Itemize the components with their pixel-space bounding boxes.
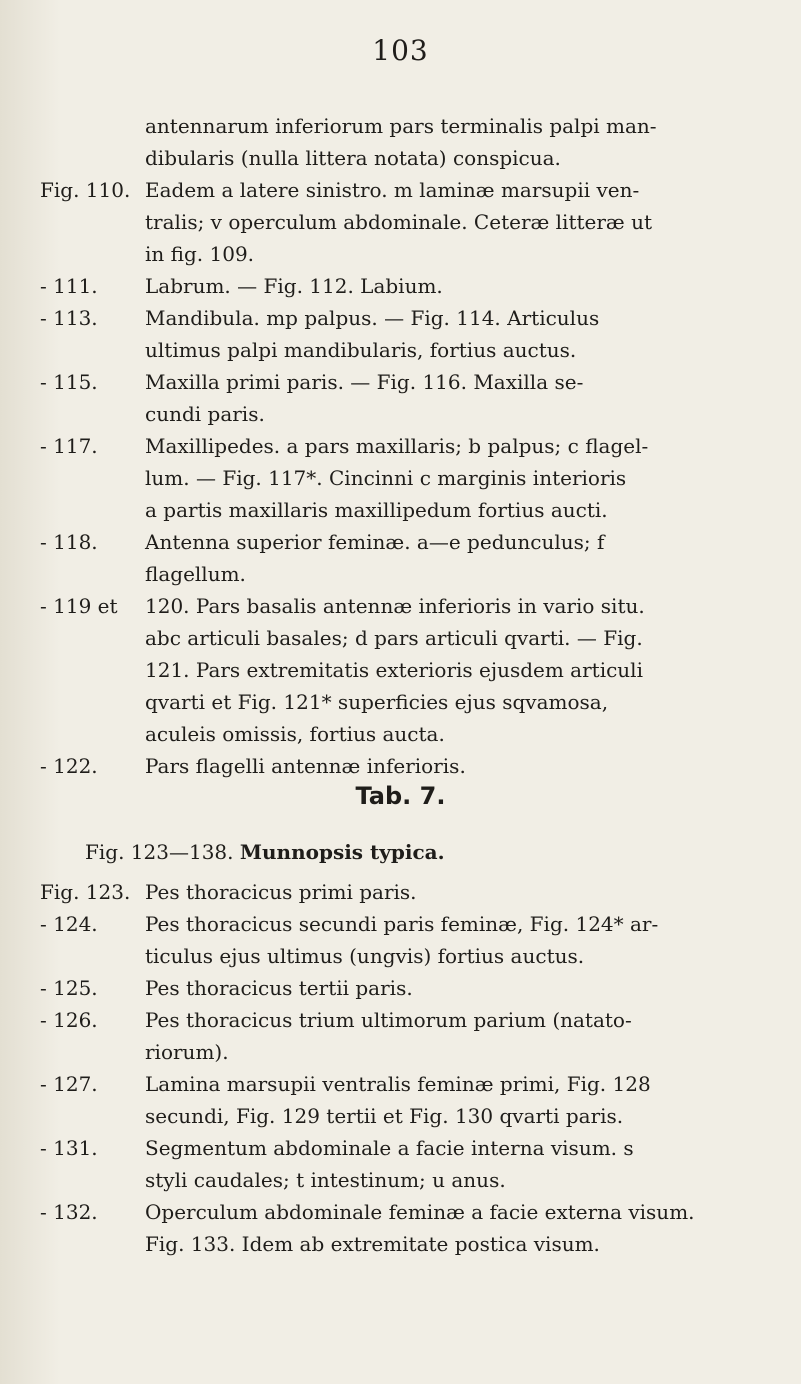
entry-label: Fig. 110. <box>40 178 131 202</box>
entry-text <box>145 1004 785 1068</box>
entry-label: - 124. <box>40 912 98 936</box>
entry-label: - 127. <box>40 1072 98 1096</box>
entry-line: dibularis (nulla littera notata) conspicua. <box>145 146 561 170</box>
entry-label: - 113. <box>40 306 98 330</box>
entry-line: secundi, Fig. 129 tertii et Fig. 130 qvarti paris. <box>145 1104 624 1128</box>
entry-text <box>145 1068 785 1132</box>
entry-text <box>145 908 785 972</box>
entry-line: riorum). <box>145 1040 229 1064</box>
entry-line: in fig. 109. <box>145 242 255 266</box>
section-figure-range: Fig. 123—138. <box>85 840 234 864</box>
entry-line: Segmentum abdominale a facie interna visum. s <box>145 1136 634 1160</box>
entry-label: - 125. <box>40 976 98 1000</box>
entry-text <box>145 972 785 1004</box>
entry-line: cundi paris. <box>145 402 265 426</box>
entry-label: - 117. <box>40 434 98 458</box>
entry-label: - 131. <box>40 1136 98 1160</box>
entry-label: - 126. <box>40 1008 98 1032</box>
plate-heading: Tab. 7. <box>355 782 446 810</box>
entry-line: Labrum. — Fig. 112. Labium. <box>145 274 443 298</box>
entry-line: Pes thoracicus secundi paris feminæ, Fig. 124* ar- <box>145 912 659 936</box>
entry-text <box>145 526 785 590</box>
entry-line: Maxillipedes. a pars maxillaris; b palpus; c flagel- <box>145 434 649 458</box>
entry-line: antennarum inferiorum pars terminalis palpi man- <box>145 114 657 138</box>
section-species-name: Munnopsis typica. <box>239 840 445 864</box>
entry-line: Mandibula. mp palpus. — Fig. 114. Articulus <box>145 306 600 330</box>
entry-line: Pes thoracicus tertii paris. <box>145 976 413 1000</box>
entry-text <box>145 270 785 302</box>
entry-text <box>145 1196 785 1260</box>
entry-line: Pars flagelli antennæ inferioris. <box>145 754 466 778</box>
entry-text <box>145 876 785 908</box>
entry-line: Lamina marsupii ventralis feminæ primi, Fig. 128 <box>145 1072 651 1096</box>
entry-line: abc articuli basales; d pars articuli qvarti. — Fig. <box>145 626 643 650</box>
entry-line: Eadem a latere sinistro. m laminæ marsupii ven- <box>145 178 640 202</box>
entry-label: - 115. <box>40 370 98 394</box>
page-edge-shadow <box>0 0 60 1384</box>
entry-label: - 119 et <box>40 594 118 618</box>
entry-line: Antenna superior feminæ. a—e pedunculus; f <box>145 530 605 554</box>
entry-text <box>145 590 785 750</box>
entry-label: - 122. <box>40 754 98 778</box>
entry-text <box>145 430 785 526</box>
entry-label: - 118. <box>40 530 98 554</box>
entry-line: Operculum abdominale feminæ a facie externa visum. <box>145 1200 695 1224</box>
entry-text <box>145 366 785 430</box>
entry-line: Pes thoracicus trium ultimorum parium (natato- <box>145 1008 632 1032</box>
entry-line: tralis; v operculum abdominale. Ceteræ litteræ ut <box>145 210 653 234</box>
entry-text <box>145 110 785 174</box>
section-title <box>85 840 445 864</box>
entry-line: styli caudales; t intestinum; u anus. <box>145 1168 506 1192</box>
entry-line: Pes thoracicus primi paris. <box>145 880 417 904</box>
entry-line: flagellum. <box>145 562 246 586</box>
entry-line: Fig. 133. Idem ab extremitate postica visum. <box>145 1232 600 1256</box>
entry-text <box>145 174 785 270</box>
entry-label: - 132. <box>40 1200 98 1224</box>
entry-label: Fig. 123. <box>40 880 131 904</box>
entry-line: aculeis omissis, fortius aucta. <box>145 722 445 746</box>
entry-line: Maxilla primi paris. — Fig. 116. Maxilla se- <box>145 370 584 394</box>
entry-text <box>145 1132 785 1196</box>
entry-line: 120. Pars basalis antennæ inferioris in vario situ. <box>145 594 645 618</box>
entry-line: a partis maxillaris maxillipedum fortius aucti. <box>145 498 608 522</box>
entry-text <box>145 302 785 366</box>
entry-line: qvarti et Fig. 121* superficies ejus sqvamosa, <box>145 690 609 714</box>
entry-line: 121. Pars extremitatis exterioris ejusdem articuli <box>145 658 643 682</box>
entry-text <box>145 750 785 782</box>
page-number: 103 <box>372 34 429 67</box>
entry-line: ticulus ejus ultimus (ungvis) fortius auctus. <box>145 944 585 968</box>
entry-line: lum. — Fig. 117*. Cincinni c marginis interioris <box>145 466 627 490</box>
entry-label: - 111. <box>40 274 98 298</box>
entry-line: ultimus palpi mandibularis, fortius auctus. <box>145 338 577 362</box>
